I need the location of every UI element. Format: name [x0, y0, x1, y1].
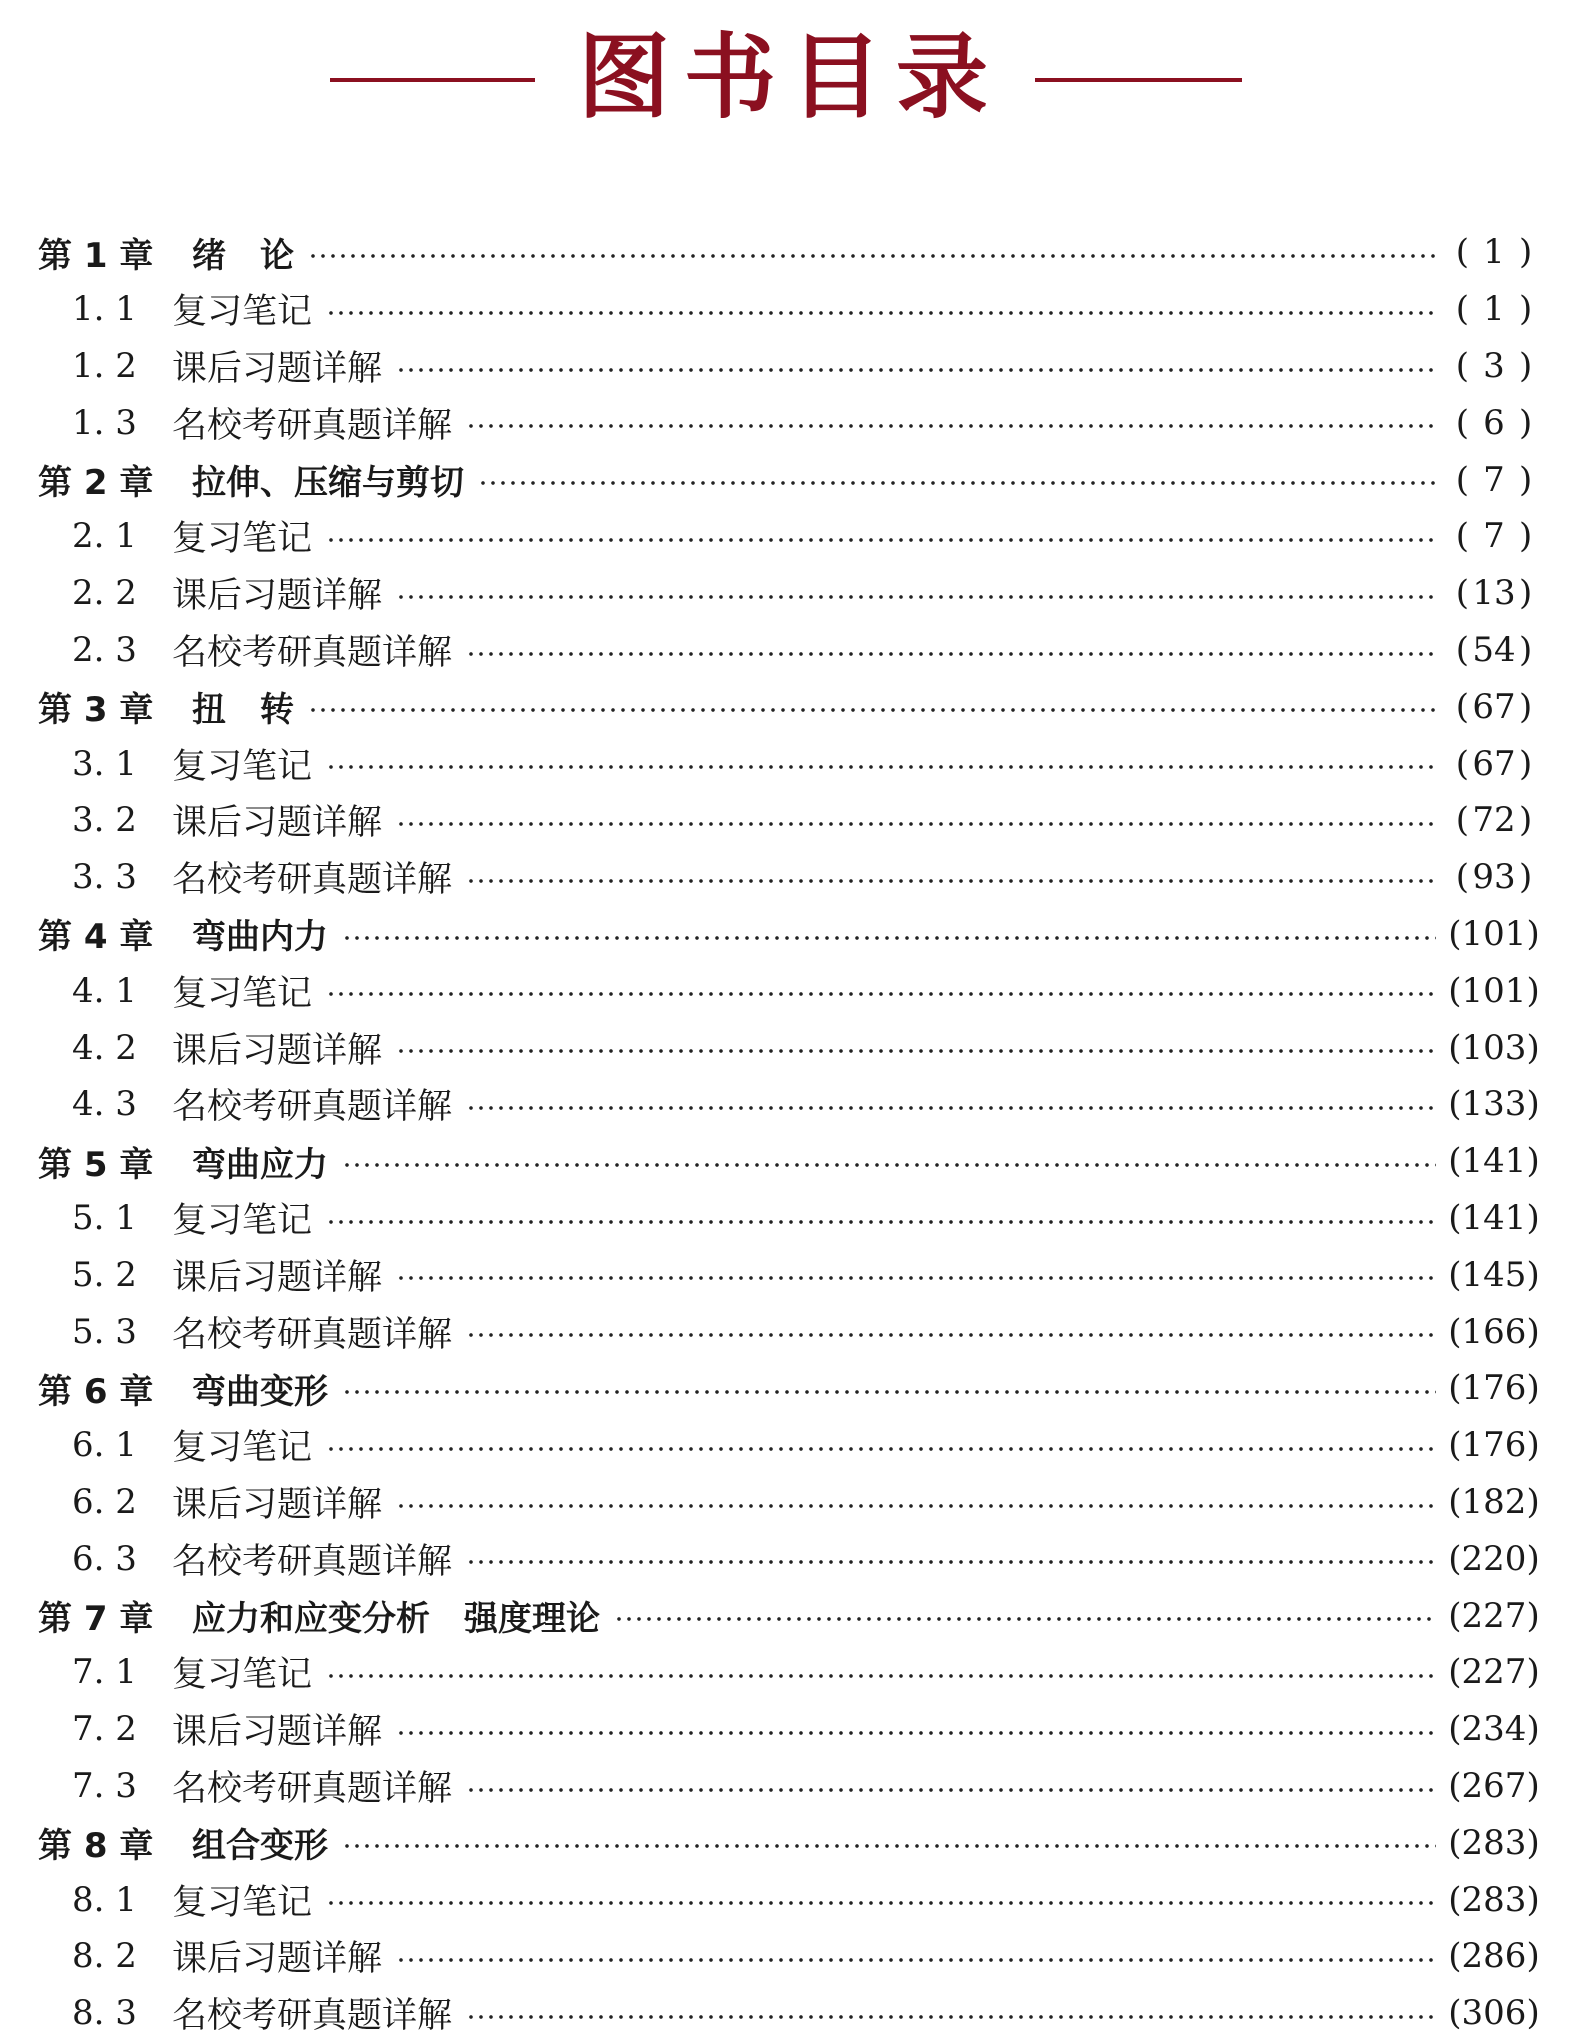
section-title: 名校考研真题详解: [172, 632, 453, 673]
page-number: [1446, 289, 1542, 329]
page-number: [1446, 857, 1542, 897]
close-paren: ): [1519, 573, 1533, 614]
chapter-number: 第 4 章: [38, 917, 154, 958]
header-rule-right: [1035, 78, 1242, 82]
open-paren: (: [1448, 1765, 1462, 1806]
page-number: [1446, 516, 1542, 556]
section-number: 5. 2: [72, 1254, 137, 1295]
open-paren: (: [1448, 1538, 1462, 1579]
page-number: [1446, 1425, 1542, 1465]
section-title: 课后习题详解: [172, 1939, 383, 1980]
page-number: [1446, 1255, 1542, 1295]
section-title: 课后习题详解: [172, 1257, 383, 1298]
close-paren: ): [1519, 516, 1533, 557]
chapter-title: 扭 转: [192, 690, 294, 731]
dot-leader: [466, 1331, 1436, 1339]
dot-leader: [396, 1047, 1436, 1055]
chapter-title: 应力和应变分析 强度理论: [192, 1599, 600, 1640]
page-number-value: 1: [1483, 289, 1505, 330]
page-number-value: 145: [1461, 1254, 1527, 1295]
section-title: 名校考研真题详解: [172, 1768, 453, 1809]
section-number: 8. 1: [72, 1879, 137, 1920]
page-number-value: 286: [1461, 1936, 1527, 1977]
section-number: 4. 2: [72, 1027, 137, 1068]
section-number: 2. 1: [72, 516, 137, 557]
open-paren: (: [1455, 686, 1469, 727]
section-title: 名校考研真题详解: [172, 1314, 453, 1355]
page-number-value: 7: [1483, 459, 1505, 500]
toc-section-entry[interactable]: [0, 394, 1581, 451]
page-number-value: 93: [1472, 857, 1516, 898]
toc-chapter-entry[interactable]: [0, 1587, 1581, 1644]
open-paren: (: [1448, 1368, 1462, 1409]
section-number: 1. 3: [72, 402, 137, 443]
page-number-value: 220: [1461, 1538, 1527, 1579]
toc-chapter-entry[interactable]: [0, 1133, 1581, 1190]
page-number-value: 283: [1461, 1822, 1527, 1863]
dot-leader: [326, 763, 1436, 771]
open-paren: (: [1448, 970, 1462, 1011]
open-paren: (: [1448, 1084, 1462, 1125]
section-number: 7. 2: [72, 1709, 137, 1750]
dot-leader: [396, 593, 1436, 601]
close-paren: ): [1526, 1538, 1540, 1579]
toc-section-entry[interactable]: [0, 735, 1581, 792]
dot-leader: [308, 252, 1436, 260]
section-title: 复习笔记: [172, 519, 313, 560]
dot-leader: [396, 820, 1436, 828]
section-number: 7. 3: [72, 1765, 137, 1806]
close-paren: ): [1519, 743, 1533, 784]
close-paren: ): [1526, 1879, 1540, 1920]
chapter-title: 弯曲变形: [192, 1371, 328, 1412]
page-number-value: 13: [1472, 573, 1516, 614]
toc-header: [0, 18, 1581, 138]
toc-section-entry[interactable]: [0, 1019, 1581, 1076]
page-number: [1446, 1368, 1542, 1408]
close-paren: ): [1526, 1425, 1540, 1466]
open-paren: (: [1448, 1652, 1462, 1693]
toc-chapter-entry[interactable]: [0, 451, 1581, 508]
close-paren: ): [1519, 402, 1533, 443]
open-paren: (: [1448, 1027, 1462, 1068]
toc-chapter-entry[interactable]: [0, 224, 1581, 281]
page-number-value: 234: [1461, 1709, 1527, 1750]
open-paren: (: [1455, 516, 1469, 557]
section-title: 名校考研真题详解: [172, 860, 453, 901]
dot-leader: [342, 1842, 1436, 1850]
dot-leader: [466, 1786, 1436, 1794]
open-paren: (: [1455, 345, 1469, 386]
chapter-number: 第 2 章: [38, 463, 154, 504]
section-title: 复习笔记: [172, 746, 313, 787]
close-paren: ): [1526, 970, 1540, 1011]
page-number-value: 67: [1472, 686, 1516, 727]
chapter-title: 弯曲内力: [192, 917, 328, 958]
section-title: 课后习题详解: [172, 1484, 383, 1525]
dot-leader: [326, 1672, 1436, 1680]
toc-section-entry[interactable]: [0, 622, 1581, 679]
section-number: 4. 3: [72, 1084, 137, 1125]
page-number: [1446, 1198, 1542, 1238]
open-paren: (: [1448, 1595, 1462, 1636]
chapter-title: 拉伸、压缩与剪切: [192, 463, 464, 504]
page-number: [1446, 1823, 1542, 1863]
section-number: 3. 2: [72, 800, 137, 841]
page-number: [1446, 800, 1542, 840]
dot-leader: [466, 877, 1436, 885]
chapter-number: 第 1 章: [38, 235, 154, 276]
toc-section-entry[interactable]: [0, 1303, 1581, 1360]
page-number: [1446, 914, 1542, 954]
page-number-value: 227: [1461, 1595, 1527, 1636]
dot-leader: [614, 1615, 1436, 1623]
dot-leader: [396, 1956, 1436, 1964]
toc-chapter-entry[interactable]: [0, 1360, 1581, 1417]
close-paren: ): [1519, 857, 1533, 898]
dot-leader: [342, 1161, 1436, 1169]
close-paren: ): [1519, 686, 1533, 727]
toc-section-entry[interactable]: [0, 1530, 1581, 1587]
page-title: 图书目录: [577, 24, 1002, 131]
dot-leader: [326, 536, 1436, 544]
open-paren: (: [1455, 857, 1469, 898]
dot-leader: [342, 934, 1436, 942]
close-paren: ): [1526, 1311, 1540, 1352]
close-paren: ): [1526, 1084, 1540, 1125]
page-number-value: 283: [1461, 1879, 1527, 1920]
toc-section-entry[interactable]: [0, 281, 1581, 338]
section-title: 复习笔记: [172, 1428, 313, 1469]
section-title: 复习笔记: [172, 1200, 313, 1241]
page-number-value: 166: [1461, 1311, 1527, 1352]
section-number: 1. 1: [72, 289, 137, 330]
page-number-value: 103: [1461, 1027, 1527, 1068]
close-paren: ): [1526, 913, 1540, 954]
dot-leader: [466, 650, 1436, 658]
page-number-value: 141: [1461, 1141, 1527, 1182]
page-number-value: 176: [1461, 1425, 1527, 1466]
dot-leader: [326, 309, 1436, 317]
section-number: 8. 3: [72, 1993, 137, 2034]
close-paren: ): [1526, 1822, 1540, 1863]
dot-leader: [466, 422, 1436, 430]
page-number-value: 267: [1461, 1765, 1527, 1806]
section-number: 6. 2: [72, 1481, 137, 1522]
close-paren: ): [1526, 1141, 1540, 1182]
section-number: 8. 2: [72, 1936, 137, 1977]
toc-section-entry[interactable]: [0, 792, 1581, 849]
section-number: 3. 1: [72, 743, 137, 784]
toc-section-entry[interactable]: [0, 1076, 1581, 1133]
page-number: [1446, 971, 1542, 1011]
section-title: 名校考研真题详解: [172, 1996, 453, 2037]
open-paren: (: [1448, 1822, 1462, 1863]
page-number: [1446, 1596, 1542, 1636]
open-paren: (: [1448, 1936, 1462, 1977]
page-number: [1446, 1766, 1542, 1806]
page-number-value: 133: [1461, 1084, 1527, 1125]
dot-leader: [326, 1218, 1436, 1226]
open-paren: (: [1448, 913, 1462, 954]
close-paren: ): [1526, 1197, 1540, 1238]
chapter-number: 第 3 章: [38, 690, 154, 731]
page-number-value: 67: [1472, 743, 1516, 784]
page-number-value: 306: [1461, 1993, 1527, 2034]
page-number-value: 3: [1483, 345, 1505, 386]
toc-section-entry[interactable]: [0, 1928, 1581, 1985]
close-paren: ): [1519, 459, 1533, 500]
open-paren: (: [1448, 1197, 1462, 1238]
page-number: [1446, 1993, 1542, 2033]
open-paren: (: [1455, 232, 1469, 273]
toc-section-entry[interactable]: [0, 1644, 1581, 1701]
page-number: [1446, 346, 1542, 386]
open-paren: (: [1448, 1993, 1462, 2034]
page-number: [1446, 1880, 1542, 1920]
toc-section-entry[interactable]: [0, 1985, 1581, 2042]
section-title: 复习笔记: [172, 973, 313, 1014]
toc-section-entry[interactable]: [0, 1190, 1581, 1247]
toc-section-entry[interactable]: [0, 1417, 1581, 1474]
section-title: 复习笔记: [172, 1882, 313, 1923]
open-paren: (: [1448, 1481, 1462, 1522]
toc-section-entry[interactable]: [0, 1701, 1581, 1758]
close-paren: ): [1519, 629, 1533, 670]
toc-section-entry[interactable]: [0, 962, 1581, 1019]
page-number: [1446, 403, 1542, 443]
toc-section-entry[interactable]: [0, 1871, 1581, 1928]
section-number: 2. 3: [72, 629, 137, 670]
page-number-value: 101: [1461, 970, 1527, 1011]
section-number: 4. 1: [72, 970, 137, 1011]
page-number-value: 72: [1472, 800, 1516, 841]
section-number: 7. 1: [72, 1652, 137, 1693]
section-number: 5. 1: [72, 1197, 137, 1238]
open-paren: (: [1455, 289, 1469, 330]
page-number: [1446, 1709, 1542, 1749]
page-number-value: 54: [1472, 629, 1516, 670]
chapter-title: 弯曲应力: [192, 1144, 328, 1185]
open-paren: (: [1448, 1425, 1462, 1466]
toc-section-entry[interactable]: [0, 1474, 1581, 1531]
page-number-value: 1: [1483, 232, 1505, 273]
close-paren: ): [1526, 1368, 1540, 1409]
section-number: 2. 2: [72, 573, 137, 614]
page-number-value: 176: [1461, 1368, 1527, 1409]
open-paren: (: [1448, 1709, 1462, 1750]
toc-section-entry[interactable]: [0, 1758, 1581, 1815]
close-paren: ): [1519, 232, 1533, 273]
open-paren: (: [1448, 1141, 1462, 1182]
page-number-value: 7: [1483, 516, 1505, 557]
toc-section-entry[interactable]: [0, 1246, 1581, 1303]
section-number: 6. 1: [72, 1425, 137, 1466]
page-number: [1446, 232, 1542, 272]
section-title: 课后习题详解: [172, 576, 383, 617]
table-of-contents: [0, 224, 1581, 2042]
open-paren: (: [1455, 800, 1469, 841]
page-number: [1446, 1141, 1542, 1181]
section-title: 课后习题详解: [172, 348, 383, 389]
section-title: 复习笔记: [172, 1655, 313, 1696]
chapter-number: 第 5 章: [38, 1144, 154, 1185]
open-paren: (: [1448, 1311, 1462, 1352]
close-paren: ): [1526, 1595, 1540, 1636]
page-number-value: 182: [1461, 1481, 1527, 1522]
open-paren: (: [1455, 573, 1469, 614]
chapter-number: 第 6 章: [38, 1371, 154, 1412]
dot-leader: [396, 1274, 1436, 1282]
dot-leader: [308, 706, 1436, 714]
section-title: 课后习题详解: [172, 1030, 383, 1071]
dot-leader: [396, 1729, 1436, 1737]
close-paren: ): [1526, 1652, 1540, 1693]
open-paren: (: [1455, 743, 1469, 784]
section-number: 5. 3: [72, 1311, 137, 1352]
dot-leader: [326, 1445, 1436, 1453]
toc-section-entry[interactable]: [0, 565, 1581, 622]
dot-leader: [396, 1502, 1436, 1510]
section-title: 课后习题详解: [172, 803, 383, 844]
toc-chapter-entry[interactable]: [0, 1814, 1581, 1871]
section-title: 名校考研真题详解: [172, 1541, 453, 1582]
page-number: [1446, 1936, 1542, 1976]
page-number: [1446, 744, 1542, 784]
page-number: [1446, 1312, 1542, 1352]
close-paren: ): [1526, 1993, 1540, 2034]
section-title: 名校考研真题详解: [172, 405, 453, 446]
toc-section-entry[interactable]: [0, 849, 1581, 906]
close-paren: ): [1526, 1709, 1540, 1750]
close-paren: ): [1526, 1481, 1540, 1522]
open-paren: (: [1448, 1254, 1462, 1295]
chapter-number: 第 7 章: [38, 1599, 154, 1640]
dot-leader: [396, 366, 1436, 374]
page-number-value: 6: [1483, 402, 1505, 443]
chapter-title: 绪 论: [192, 235, 294, 276]
dot-leader: [342, 1388, 1436, 1396]
close-paren: ): [1519, 345, 1533, 386]
toc-chapter-entry[interactable]: [0, 906, 1581, 963]
close-paren: ): [1519, 289, 1533, 330]
section-title: 名校考研真题详解: [172, 1087, 453, 1128]
toc-chapter-entry[interactable]: [0, 678, 1581, 735]
page-number: [1446, 630, 1542, 670]
page-number: [1446, 1652, 1542, 1692]
header-rule-left: [330, 78, 535, 82]
open-paren: (: [1455, 402, 1469, 443]
page-number-value: 101: [1461, 913, 1527, 954]
toc-section-entry[interactable]: [0, 508, 1581, 565]
close-paren: ): [1526, 1765, 1540, 1806]
dot-leader: [466, 1104, 1436, 1112]
close-paren: ): [1526, 1254, 1540, 1295]
close-paren: ): [1519, 800, 1533, 841]
page-number-value: 227: [1461, 1652, 1527, 1693]
page-number-value: 141: [1461, 1197, 1527, 1238]
close-paren: ): [1526, 1936, 1540, 1977]
dot-leader: [466, 1558, 1436, 1566]
page-number: [1446, 1028, 1542, 1068]
open-paren: (: [1448, 1879, 1462, 1920]
page-number: [1446, 687, 1542, 727]
toc-section-entry[interactable]: [0, 338, 1581, 395]
chapter-title: 组合变形: [192, 1826, 328, 1867]
page-number: [1446, 1539, 1542, 1579]
open-paren: (: [1455, 459, 1469, 500]
dot-leader: [326, 1899, 1436, 1907]
close-paren: ): [1526, 1027, 1540, 1068]
section-number: 3. 3: [72, 857, 137, 898]
chapter-number: 第 8 章: [38, 1826, 154, 1867]
section-title: 课后习题详解: [172, 1712, 383, 1753]
dot-leader: [466, 2013, 1436, 2021]
section-number: 1. 2: [72, 345, 137, 386]
open-paren: (: [1455, 629, 1469, 670]
section-title: 复习笔记: [172, 292, 313, 333]
page-number: [1446, 573, 1542, 613]
page-number: [1446, 1084, 1542, 1124]
page-number: [1446, 1482, 1542, 1522]
dot-leader: [478, 479, 1436, 487]
dot-leader: [326, 990, 1436, 998]
page-number: [1446, 460, 1542, 500]
section-number: 6. 3: [72, 1538, 137, 1579]
